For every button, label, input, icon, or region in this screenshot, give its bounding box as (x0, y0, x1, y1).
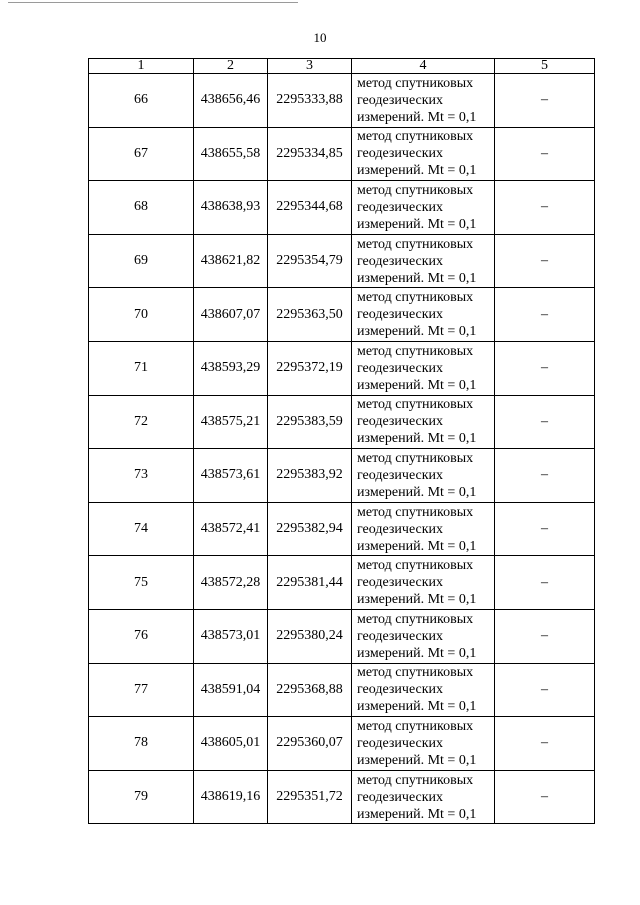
column-header: 4 (352, 59, 495, 74)
x-coordinate-cell: 438619,16 (194, 770, 268, 824)
page-number: 10 (313, 30, 327, 45)
point-number-cell: 75 (89, 556, 194, 610)
point-number-cell: 70 (89, 288, 194, 342)
table-row (89, 770, 595, 824)
method-line: измерений. Mt = 0,1 (357, 324, 477, 340)
method-line: метод спутниковых (357, 450, 474, 466)
method-line: метод спутниковых (357, 397, 474, 413)
x-coordinate-cell: 438621,82 (194, 234, 268, 288)
method-cell (352, 288, 495, 342)
column-header: 1 (89, 59, 194, 74)
method-cell (352, 181, 495, 235)
point-number-cell: 66 (89, 74, 194, 128)
method-line: измерений. Mt = 0,1 (357, 806, 477, 822)
note-cell: – (495, 556, 595, 610)
method-line: измерений. Mt = 0,1 (357, 431, 477, 447)
method-line: измерений. Mt = 0,1 (357, 270, 477, 286)
y-coordinate-cell: 2295382,94 (268, 502, 352, 556)
method-line: геодезических (357, 253, 444, 269)
y-coordinate-cell: 2295344,68 (268, 181, 352, 235)
method-line: метод спутниковых (357, 772, 474, 788)
table-row (89, 341, 595, 395)
note-cell: – (495, 127, 595, 181)
method-cell (352, 341, 495, 395)
point-number-cell: 76 (89, 609, 194, 663)
x-coordinate-cell: 438655,58 (194, 127, 268, 181)
method-line: геодезических (357, 575, 444, 591)
table-row (89, 181, 595, 235)
x-coordinate-cell: 438605,01 (194, 717, 268, 771)
y-coordinate-cell: 2295383,92 (268, 449, 352, 503)
method-cell (352, 663, 495, 717)
note-cell: – (495, 181, 595, 235)
method-line: метод спутниковых (357, 718, 474, 734)
point-number-cell: 72 (89, 395, 194, 449)
method-line: геодезических (357, 360, 444, 376)
method-line: геодезических (357, 92, 444, 108)
column-header: 3 (268, 59, 352, 74)
method-line: метод спутниковых (357, 504, 474, 520)
point-number-cell: 79 (89, 770, 194, 824)
method-cell (352, 770, 495, 824)
x-coordinate-cell: 438572,41 (194, 502, 268, 556)
method-line: геодезических (357, 682, 444, 698)
point-number-cell: 69 (89, 234, 194, 288)
y-coordinate-cell: 2295334,85 (268, 127, 352, 181)
method-line: метод спутниковых (357, 236, 474, 252)
point-number-cell: 74 (89, 502, 194, 556)
x-coordinate-cell: 438593,29 (194, 341, 268, 395)
method-line: метод спутниковых (357, 611, 474, 627)
method-line: измерений. Mt = 0,1 (357, 484, 477, 500)
method-line: измерений. Mt = 0,1 (357, 216, 477, 232)
y-coordinate-cell: 2295372,19 (268, 341, 352, 395)
x-coordinate-cell: 438591,04 (194, 663, 268, 717)
table-row (89, 449, 595, 503)
note-cell: – (495, 663, 595, 717)
note-cell: – (495, 502, 595, 556)
method-cell (352, 556, 495, 610)
method-line: метод спутниковых (357, 129, 474, 145)
method-line: геодезических (357, 789, 444, 805)
column-header: 5 (495, 59, 595, 74)
table-header-row (89, 59, 595, 74)
note-cell: – (495, 234, 595, 288)
x-coordinate-cell: 438607,07 (194, 288, 268, 342)
column-header: 2 (194, 59, 268, 74)
x-coordinate-cell: 438575,21 (194, 395, 268, 449)
method-line: геодезических (357, 414, 444, 430)
method-line: геодезических (357, 467, 444, 483)
method-line: геодезических (357, 521, 444, 537)
table-row (89, 288, 595, 342)
point-number-cell: 68 (89, 181, 194, 235)
table-row (89, 127, 595, 181)
method-line: метод спутниковых (357, 558, 474, 574)
method-line: метод спутниковых (357, 290, 474, 306)
y-coordinate-cell: 2295380,24 (268, 609, 352, 663)
point-number-cell: 77 (89, 663, 194, 717)
method-line: измерений. Mt = 0,1 (357, 109, 477, 125)
method-line: геодезических (357, 628, 444, 644)
note-cell: – (495, 717, 595, 771)
coordinates-table (88, 58, 595, 824)
method-line: измерений. Mt = 0,1 (357, 645, 477, 661)
x-coordinate-cell: 438638,93 (194, 181, 268, 235)
table-row (89, 395, 595, 449)
table-row (89, 556, 595, 610)
point-number-cell: 67 (89, 127, 194, 181)
y-coordinate-cell: 2295363,50 (268, 288, 352, 342)
method-cell (352, 234, 495, 288)
note-cell: – (495, 770, 595, 824)
y-coordinate-cell: 2295381,44 (268, 556, 352, 610)
x-coordinate-cell: 438656,46 (194, 74, 268, 128)
top-rule (8, 2, 298, 3)
note-cell: – (495, 609, 595, 663)
method-line: геодезических (357, 307, 444, 323)
note-cell: – (495, 288, 595, 342)
x-coordinate-cell: 438572,28 (194, 556, 268, 610)
method-line: геодезических (357, 146, 444, 162)
method-line: метод спутниковых (357, 75, 474, 91)
y-coordinate-cell: 2295354,79 (268, 234, 352, 288)
method-line: измерений. Mt = 0,1 (357, 538, 477, 554)
x-coordinate-cell: 438573,61 (194, 449, 268, 503)
method-cell (352, 74, 495, 128)
table-row (89, 663, 595, 717)
x-coordinate-cell: 438573,01 (194, 609, 268, 663)
method-line: измерений. Mt = 0,1 (357, 592, 477, 608)
point-number-cell: 71 (89, 341, 194, 395)
method-line: метод спутниковых (357, 343, 474, 359)
y-coordinate-cell: 2295351,72 (268, 770, 352, 824)
method-line: геодезических (357, 199, 444, 215)
method-line: измерений. Mt = 0,1 (357, 752, 477, 768)
table-row (89, 609, 595, 663)
point-number-cell: 78 (89, 717, 194, 771)
method-cell (352, 717, 495, 771)
method-line: измерений. Mt = 0,1 (357, 699, 477, 715)
method-line: измерений. Mt = 0,1 (357, 163, 477, 179)
method-cell (352, 127, 495, 181)
method-line: геодезических (357, 735, 444, 751)
method-cell (352, 502, 495, 556)
note-cell: – (495, 449, 595, 503)
method-cell (352, 609, 495, 663)
method-line: метод спутниковых (357, 665, 474, 681)
table-row (89, 717, 595, 771)
table-row (89, 74, 595, 128)
method-cell (352, 395, 495, 449)
y-coordinate-cell: 2295368,88 (268, 663, 352, 717)
table-row (89, 502, 595, 556)
y-coordinate-cell: 2295333,88 (268, 74, 352, 128)
method-cell (352, 449, 495, 503)
note-cell: – (495, 74, 595, 128)
point-number-cell: 73 (89, 449, 194, 503)
table-row (89, 234, 595, 288)
y-coordinate-cell: 2295383,59 (268, 395, 352, 449)
note-cell: – (495, 341, 595, 395)
note-cell: – (495, 395, 595, 449)
y-coordinate-cell: 2295360,07 (268, 717, 352, 771)
method-line: метод спутниковых (357, 182, 474, 198)
method-line: измерений. Mt = 0,1 (357, 377, 477, 393)
